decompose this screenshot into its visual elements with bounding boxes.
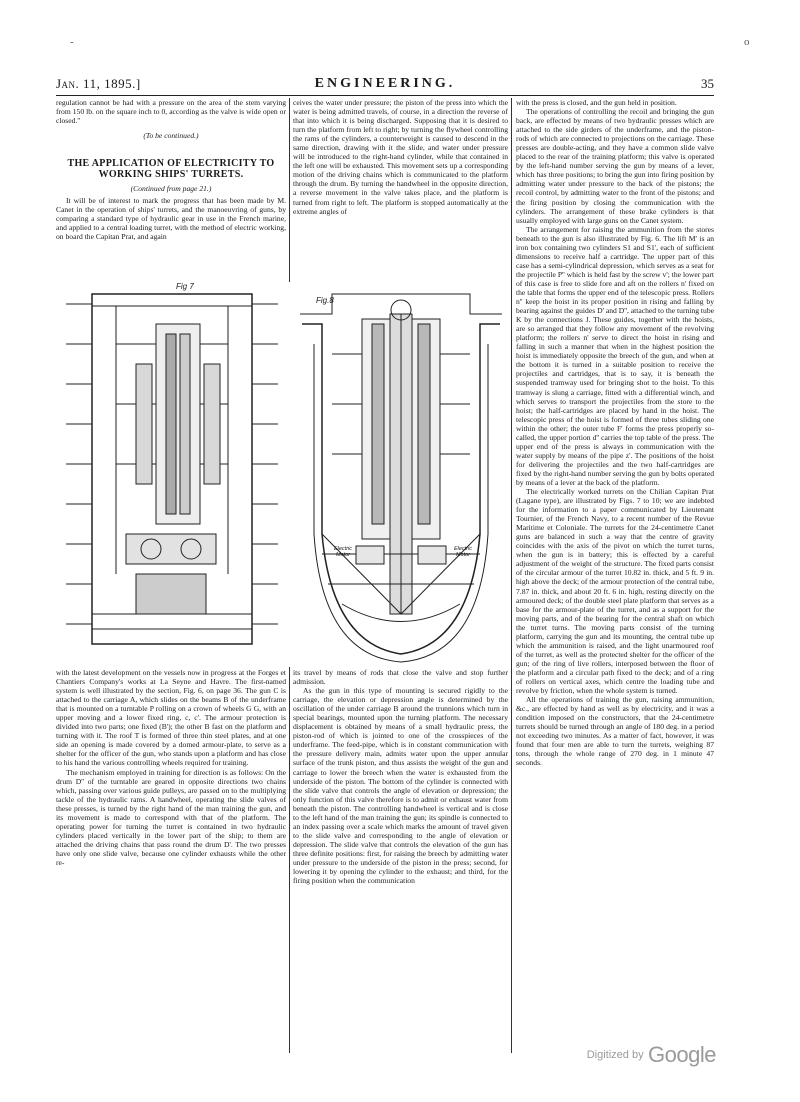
- article-title: THE APPLICATION OF ELECTRICITY TO WORKING SHIPS' TURRETS.: [67, 158, 275, 181]
- paragraph: All the operations of training the gun, raising ammunition, &c., are effected by hand as well as by electricity, and it was a condition imposed on the constructors, that the 24-centimetre turrets should be turned through an angle of 180 deg. in a period not exceeding two minutes. As a matter of fact, however, it was found that four men are able to turn the turrets, weighing 87 tons, through the whole range of 270 deg. in 1 minute 47 seconds.: [516, 695, 714, 768]
- column-separator: [289, 98, 290, 282]
- article-continued: (Continued from page 21.): [130, 184, 212, 194]
- paragraph: with the latest development on the vessels now in progress at the Forges et Chantiers Company's works at La Seyne and Havre. The first-named system is well illustrated by the section, Fig. 6, on page 36. The gun C is attached to the carriage A, which slides on the beams B of the underframe that is mounted on a turntable P rolling on a crown of wheels G G, with an upper moving and a lower fixed ring, c, c'. The armour protection is divided into two parts; one fixed (B'); the other B fast on the platform and turning with it. The roof T is formed of three thin steel plates, and at one side an opening is made covered by a domed armour-plate, to serve as a shelter for the officer of the gun, who stands upon a platform and has close to his hand the various controlling wheels required for training.: [56, 668, 286, 768]
- header-date: Jan. 11, 1895.]: [56, 76, 141, 91]
- running-header: [56, 76, 714, 94]
- digitization-watermark: [587, 1042, 716, 1068]
- figure-8: [292, 284, 510, 664]
- paragraph: ceives the water under pressure; the piston of the press into which the water is being admitted travels, of course, in a direction the reverse of that into which it is being discharged. Supposing that it is desired to turn the platform from left to right; by turning the flywheel controlling the rams of the cylinders, a counterweight is caused to descend in the same direction, drawing with it the slide, and water under pressure will be introduced to the right-hand cylinder, while that contained in the left one will be exhausted. This movement sets up a corresponding motion of the driving chains which is communicated to the platform through the drum. By turning the handwheel in the opposite direction, a reverse movement in the valve takes place, and the platform is turned from right to left. The platform is stopped automatically at the extreme angles of: [293, 98, 508, 216]
- paragraph: As the gun in this type of mounting is secured rigidly to the carriage, the elevation or depression angle is determined by the oscillation of the under carriage B around the trunnions which turn in special bearings, mounted upon the turning platform. The necessary displacement is obtained by means of a small hydraulic press, the piston-rod of which is jointed to one of the crosspieces of the underframe. The feed-pipe, which is in constant communication with the pressure delivery main, admits water upon the upper annular surface of the trunk piston, and thus assists the weight of the gun and carriage to lower the breech when the water is exhausted from the underside of the piston. The bottom of the cylinder is connected with the slide valve that controls the angle of elevation or depression; the only function of this valve therefore is to admit or exhaust water from beneath the piston. The controlling handwheel is vertical and is close to the left hand of the man training the gun; its spindle is connected to an index passing over a scale which marks the amount of travel given to the slide valve and corresponding to the angle of elevation or depression. The slide valve that controls the elevation of the gun has three definite positions: first, for raising the breech by admitting water under pressure to the underside of the piston in the press; second, for lowering it by opening the cylinder to the exhaust; and third, for the firing position when the communication: [293, 686, 508, 886]
- figure-7: [56, 284, 286, 664]
- paragraph: with the press is closed, and the gun held in position.: [516, 98, 677, 107]
- margin-dash: -: [70, 36, 74, 48]
- paragraph: The arrangement for raising the ammunition from the stores beneath to the gun is also illustrated by Fig. 6. The lift M' is an iron box containing two cylinders S1 and S1', each of sufficient dimensions to receive half a cartridge. The upper part of this case has a semi-cylindrical depression, which serves as a seat for the projectile P'' which is held fast by the screw v'; the lower part of this case is free to slide fore and aft on the rollers n' fixed on the table that forms the upper end of the telescopic press. Rollers n'' keep the hoist in its proper position in rising and falling by bearing against the guides D' and D'', attached to the turning tube K by the connections J. These guides, together with the hoists, are so arranged that they follow any movement of the revolving platform; the rollers n' serve to direct the hoist in rising and falling in such a manner that when in the highest position the hoist is immediately opposite the breech of the gun, and when at the bottom it is turned in a suitable position to receive the projectiles and cartridges, that is to say, it is beneath the suspended tramway used for bringing shot to the hoist. To this tramway is slung a carriage, fitted with a differential winch, and which serves to transport the projectiles from the store to the hoist; the half-cartridges are placed by hand in the hoist. The telescopic press of the hoist is formed of three tubes sliding one within the other; the outer tube F' forms the press properly so-called, the upper portion d'' carries the top table of the press. The upper end of the press is always in communication with the water supply by means of the pipe z'. The positions of the hoist for delivering the projectiles and the two half-cartridges are fixed by the right-hand number serving the gun by bolts operated by means of a lever at the back of the platform.: [516, 224, 714, 487]
- electric-motor-right-label: Electric Motor: [453, 546, 473, 558]
- column-separator: [511, 98, 512, 1053]
- electric-motor-left-label: Electric Motor: [333, 546, 353, 558]
- header-rule: [56, 95, 714, 96]
- watermark-small-text: Digitized by: [586, 1049, 644, 1061]
- paragraph: The operations of controlling the recoil and bringing the gun back, are effected by means of two hydraulic presses which are attached to the side girders of the underframe, and the piston-rods of which are connected to projections on the carriage. These presses are double-acting, and they have a common slide valve placed to the rear of the training platform; this valve is operated by the left-hand number serving the gun by means of a lever, which has three positions; to bring the gun into firing position by admitting water under pressure to the back of the pistons; the recoil control, by admitting water to the front of the pistons; and the firing position by closing the communication with the cylinders. The arrangement of these brake cylinders is that usually employed with large guns on the Canet system.: [516, 107, 714, 225]
- column-3: [516, 98, 714, 1058]
- figure-7-label: Fig 7: [176, 282, 194, 291]
- paragraph: its travel by means of rods that close the valve and stop further admission.: [293, 668, 508, 687]
- figure-8-drawing: [292, 284, 510, 664]
- to-be-continued-text: (To be continued.): [143, 131, 199, 141]
- figure-8-label: Fig.8: [316, 296, 334, 305]
- masthead: ENGINEERING.: [314, 76, 456, 91]
- column-1-top: [56, 98, 286, 284]
- margin-ring: o: [744, 36, 750, 48]
- paragraph: The mechanism employed in training for direction is as follows: On the drum D'' of the turntable are geared in opposite directions two chains which, passing over various guide pulleys, are passed on to the multiplying tackle of the hydraulic rams. A handwheel, operating the slide valves of these presses, is turned by the right hand of the man training the gun, and its movement is made to correspond with that of the platform. The operating power for turning the turret is contained in two hydraulic cylinders placed vertically in the lower part of the ship; to them are attached the driving chains that pass round the drum D'. The two presses have only one slide valve, because one cylinder exhausts while the other re-: [56, 767, 286, 867]
- page-number: 35: [701, 76, 714, 91]
- to-be-continued: [56, 131, 286, 140]
- column-separator: [289, 667, 290, 1053]
- column-2-bottom: [293, 668, 508, 1060]
- column-2-top: [293, 98, 508, 284]
- column-1-bottom: [56, 668, 286, 1060]
- paragraph: The electrically worked turrets on the Chilian Capitan Prat (Lagane type), are illustrated by Figs. 7 to 10; we are indebted for the information to a paper communicated by Lieutenant Tournier, of the French Navy, to a recent number of the Revue Maritime et Coloniale. The turrets for the 24-centimetre Canet guns are balanced in such a way that the centre of gravity coincides with the axis of the pivot on which the turret turns, when the gun is in battery; this is effected by a careful adjustment of the weight of the structure. The fixed parts consist of the circular armour of the turret 10.82 in. thick, and 5 ft. 9 in. high above the deck; of the armour protection of the central tube, 7.87 in. thick, and about 20 ft. 6 in. high, resting directly on the armoured deck; of the double steel plate platform that serves as a base for the armour-plate of the turret, and as a support for the moving parts, and of the bearing for the central shaft on which the turret turns. The moving parts consist of the turning platform, carrying the gun and its mounting, the central tube up which the ammunition is raised, and the light unarmoured roof of the turret, as well as the protected shelter for the officer of the gun; of the ring of live rollers, interposed between the floor of the platform and a circular path fixed to the deck; and of a ring of rollers on vertical axes, which centre the loading tube and revolve by friction, when the whole system is turned.: [516, 487, 714, 696]
- paragraph: regulation cannot be had with a pressure on the area of the stem varying from 150 lb. on the square inch to 0, according as the valve is wide open or closed.": [56, 98, 286, 126]
- figure-7-drawing: [56, 284, 286, 664]
- paragraph: It will be of interest to mark the progress that has been made by M. Canet in the operation of ships' turrets, and the manoeuvring of guns, by comparing a standard type of hydraulic gear in use in the French marine, and applied to a central loading turret, with the method of electric working, on board the Capitan Prat, and again: [56, 196, 286, 242]
- watermark-brand: Google: [648, 1042, 716, 1067]
